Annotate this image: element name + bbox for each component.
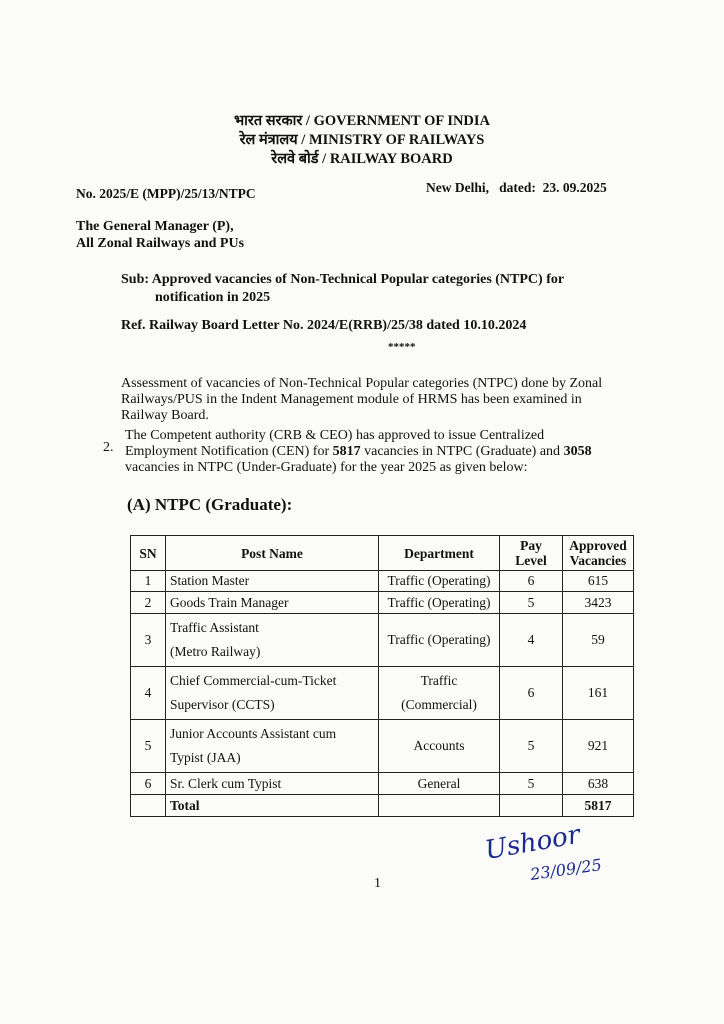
paragraph-2-line-2 [125, 444, 645, 460]
cell-sn: 4 [131, 667, 166, 720]
cell-post-line-1: Junior Accounts Assistant cum [170, 726, 337, 741]
cell-vacancies: 615 [563, 571, 634, 592]
subject-line-2: notification in 2025 [155, 290, 271, 305]
paragraph-1-line-2: Railways/PUS in the Indent Management module of HRMS has been examined in [121, 392, 582, 407]
table-row [131, 614, 634, 667]
undergraduate-total: 3058 [563, 444, 592, 459]
cell-dept-line-1: Traffic [420, 673, 458, 688]
col-header-pay-level: Pay Level [500, 536, 563, 571]
table-row [131, 571, 634, 592]
cell-dept-line-2: (Commercial) [401, 697, 477, 712]
board-header-line: रेलवे बोर्ड / RAILWAY BOARD [271, 151, 453, 167]
cell-post [166, 667, 379, 720]
cell-post [166, 614, 379, 667]
signature-date: 23/09/25 [529, 855, 603, 884]
cell-sn: 6 [131, 773, 166, 795]
paragraph-2 [125, 428, 645, 476]
table-total-row [131, 795, 634, 817]
cell-post-line-1: Chief Commercial-cum-Ticket [170, 673, 337, 688]
total-value: 5817 [563, 795, 634, 817]
reference: Ref. Railway Board Letter No. 2024/E(RRB)/25/38 dated 10.10.2024 [121, 318, 527, 333]
cell-post-line-2: Supervisor (CCTS) [170, 697, 275, 712]
cell-pay: 6 [500, 571, 563, 592]
cell-pay: 6 [500, 667, 563, 720]
subject [121, 272, 564, 288]
cen-text-2: vacancies in NTPC (Graduate) and [360, 444, 564, 459]
col-header-post-name: Post Name [166, 536, 379, 571]
cell-vacancies: 59 [563, 614, 634, 667]
total-label: Total [166, 795, 379, 817]
subject-prefix: Sub: [121, 272, 150, 287]
cen-text: Employment Notification (CEN) for [125, 444, 333, 459]
cell-dept [379, 667, 500, 720]
paragraph-1-line-1: Assessment of vacancies of Non-Technical Popular categories (NTPC) done by Zonal [121, 376, 603, 391]
cell-vacancies: 638 [563, 773, 634, 795]
signature-mark: Ushoor [482, 819, 583, 866]
cell-sn: 5 [131, 720, 166, 773]
cell-vacancies: 161 [563, 667, 634, 720]
cell-post: Goods Train Manager [166, 592, 379, 614]
handwritten-signature [482, 819, 603, 884]
col-header-sn: SN [131, 536, 166, 571]
ministry-header-line: रेल मंत्रालय / MINISTRY OF RAILWAYS [239, 132, 485, 148]
addressee-line-1: The General Manager (P), [76, 219, 234, 234]
cell-dept: Traffic (Operating) [379, 571, 500, 592]
cell-pay: 5 [500, 720, 563, 773]
addressee-line-2: All Zonal Railways and PUs [76, 236, 245, 251]
graduate-total: 5817 [332, 444, 361, 459]
cell-post [166, 720, 379, 773]
cell-post-line-2: (Metro Railway) [170, 644, 261, 659]
cell-empty [500, 795, 563, 817]
table-row [131, 720, 634, 773]
place-date: New Delhi, dated: 23. 09.2025 [426, 180, 607, 195]
cell-post: Sr. Clerk cum Typist [166, 773, 379, 795]
cell-dept: Traffic (Operating) [379, 614, 500, 667]
cell-dept: Accounts [379, 720, 500, 773]
cell-post: Station Master [166, 571, 379, 592]
cell-dept: Traffic (Operating) [379, 592, 500, 614]
cell-empty [379, 795, 500, 817]
paragraph-1 [121, 376, 641, 424]
cell-pay: 4 [500, 614, 563, 667]
table-row [131, 667, 634, 720]
cell-sn: 1 [131, 571, 166, 592]
subject-line-1: Approved vacancies of Non-Technical Popular categories (NTPC) for [151, 272, 565, 287]
cell-empty [131, 795, 166, 817]
cell-sn: 2 [131, 592, 166, 614]
cell-vacancies: 921 [563, 720, 634, 773]
paragraph-2-number: 2. [103, 440, 114, 455]
col-header-vacancies: Approved Vacancies [563, 536, 634, 571]
col-header-department: Department [379, 536, 500, 571]
cell-pay: 5 [500, 592, 563, 614]
cell-pay: 5 [500, 773, 563, 795]
paragraph-2-line-3: vacancies in NTPC (Under-Graduate) for the year 2025 as given below: [125, 460, 528, 475]
table-row [131, 592, 634, 614]
section-heading: (A) NTPC (Graduate): [127, 495, 293, 514]
letter-number: No. 2025/E (MPP)/25/13/NTPC [76, 186, 256, 201]
cell-dept: General [379, 773, 500, 795]
table-row [131, 773, 634, 795]
vacancies-table [130, 535, 634, 817]
cell-sn: 3 [131, 614, 166, 667]
govt-header-line: भारत सरकार / GOVERNMENT OF INDIA [233, 113, 491, 129]
separator: ***** [388, 341, 416, 353]
cell-post-line-2: Typist (JAA) [170, 750, 241, 765]
paragraph-1-line-3: Railway Board. [121, 408, 209, 423]
cell-vacancies: 3423 [563, 592, 634, 614]
paragraph-2-line-1: The Competent authority (CRB & CEO) has approved to issue Centralized [125, 428, 545, 443]
table-header-row [131, 536, 634, 571]
page-number: 1 [374, 876, 381, 891]
cell-post-line-1: Traffic Assistant [170, 620, 259, 635]
